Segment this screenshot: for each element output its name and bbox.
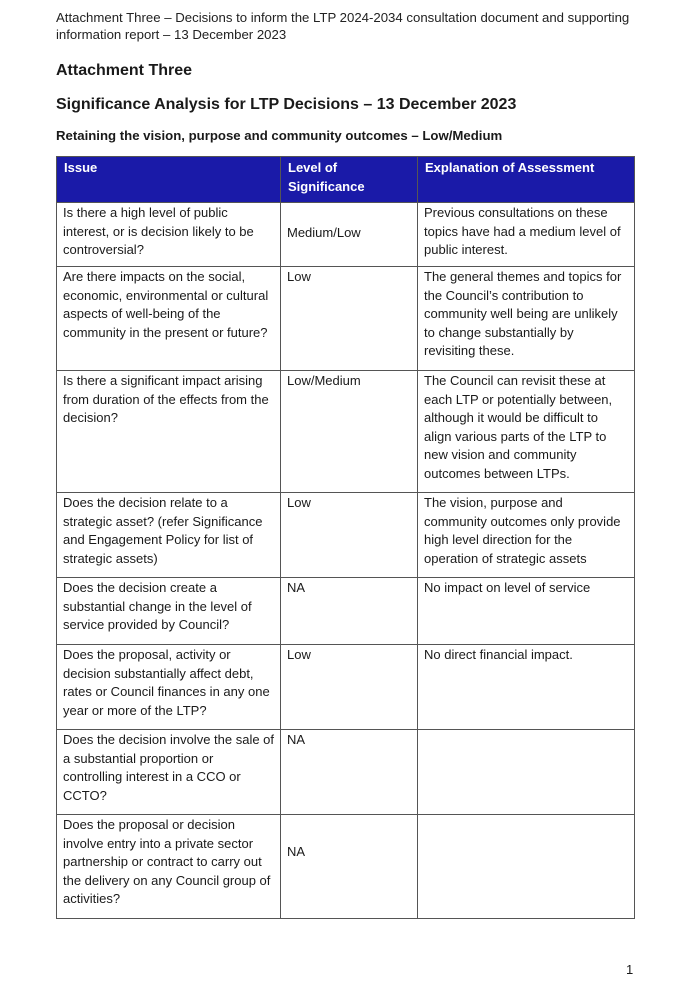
level-cell: NA — [281, 815, 418, 919]
level-cell: Low — [281, 645, 418, 730]
column-header-explanation: Explanation of Assessment — [418, 157, 635, 203]
explanation-cell: No direct financial impact. — [418, 645, 635, 730]
section-title: Retaining the vision, purpose and community outcomes – Low/Medium — [56, 128, 503, 143]
table-row — [57, 203, 635, 267]
explanation-cell: The general themes and topics for the Council’s contribution to community well being are unlikely to change substantially by revisiting these. — [418, 267, 635, 371]
explanation-cell: The vision, purpose and community outcomes only provide high level direction for the operation of strategic assets — [418, 493, 635, 578]
issue-cell: Is there a significant impact arising from duration of the effects from the decision? — [57, 371, 281, 493]
explanation-cell: No impact on level of service — [418, 578, 635, 645]
page-number: 1 — [626, 962, 634, 977]
level-cell: Low — [281, 267, 418, 371]
level-cell: Low/Medium — [281, 371, 418, 493]
issue-cell: Does the decision create a substantial change in the level of service provided by Council? — [57, 578, 281, 645]
explanation-cell: The Council can revisit these at each LTP or potentially between, although it would be difficult to align various parts of the LTP to new vision and community outcomes between LTPs. — [418, 371, 635, 493]
table-header-row — [57, 157, 635, 203]
significance-table — [56, 156, 635, 919]
table-row — [57, 371, 635, 493]
issue-cell: Does the proposal, activity or decision substantially affect debt, rates or Council finances in any one year or more of the LTP? — [57, 645, 281, 730]
level-cell: Low — [281, 493, 418, 578]
table-row — [57, 815, 635, 919]
issue-cell: Is there a high level of public interest, or is decision likely to be controversial? — [57, 203, 281, 267]
table-row — [57, 645, 635, 730]
table-row — [57, 493, 635, 578]
running-header: Attachment Three – Decisions to inform the LTP 2024-2034 consultation document and supporting information report – 13 December 2023 — [56, 10, 630, 42]
column-header-level: Level of Significance — [281, 157, 418, 203]
explanation-cell — [418, 730, 635, 815]
explanation-cell: Previous consultations on these topics have had a medium level of public interest. — [418, 203, 635, 267]
column-header-issue: Issue — [57, 157, 281, 203]
issue-cell: Does the proposal or decision involve entry into a private sector partnership or contract to carry out the delivery on any Council group of activities? — [57, 815, 281, 919]
level-cell: NA — [281, 578, 418, 645]
explanation-cell — [418, 815, 635, 919]
table-row — [57, 730, 635, 815]
issue-cell: Does the decision relate to a strategic asset? (refer Significance and Engagement Policy for list of strategic assets) — [57, 493, 281, 578]
document-heading: Attachment Three — [56, 62, 193, 79]
document-subheading: Significance Analysis for LTP Decisions – 13 December 2023 — [56, 96, 517, 113]
table-row — [57, 267, 635, 371]
issue-cell: Does the decision involve the sale of a substantial proportion or controlling interest in a CCO or CCTO? — [57, 730, 281, 815]
level-cell: NA — [281, 730, 418, 815]
level-cell: Medium/Low — [281, 203, 418, 267]
issue-cell: Are there impacts on the social, economic, environmental or cultural aspects of well-being of the community in the present or future? — [57, 267, 281, 371]
table-row — [57, 578, 635, 645]
